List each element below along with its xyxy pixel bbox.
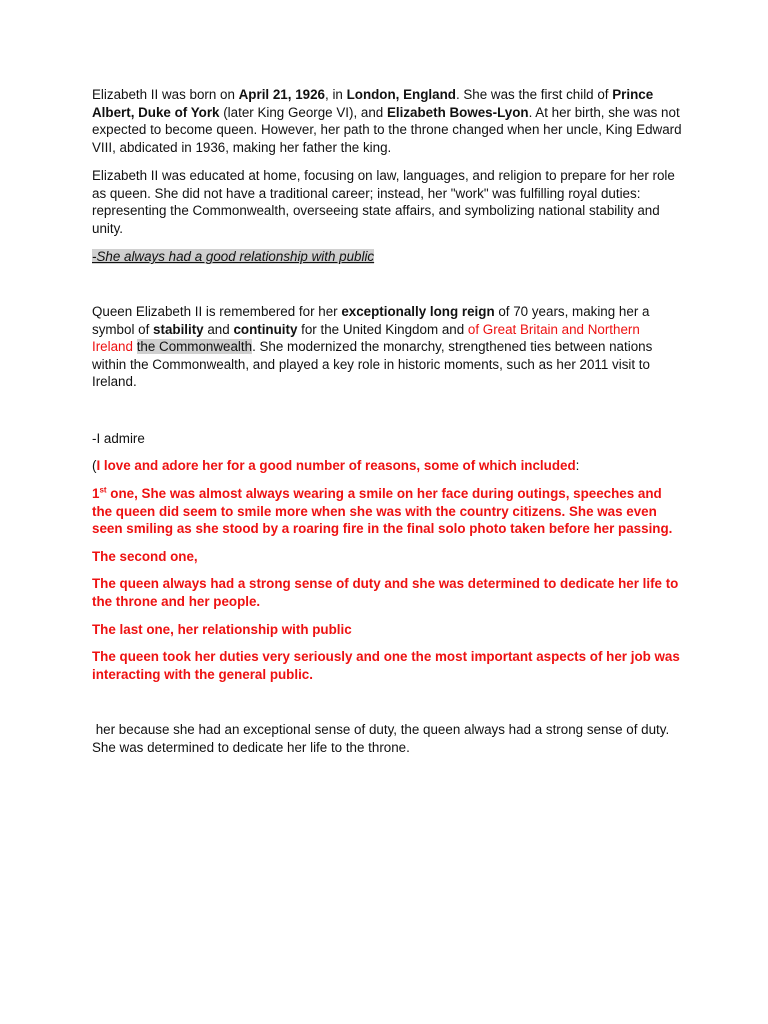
bold-phrase: stability [153, 321, 204, 337]
paragraph-closing: her because she had an exceptional sense of duty, the queen always had a strong sense of duty. She was determined to dedicate her life to the throne. [92, 722, 673, 755]
birth-place: London, England [346, 87, 456, 102]
red-phrase: of Great Britain and Northern Ireland [92, 321, 640, 355]
father-name: Prince Albert, Duke of York [92, 87, 654, 120]
text-run: one, She was almost always wearing a smile on her face during outings, speeches and the queen did seem to smile more when she was with the country citizens. She was even seen smiling as she stood by a roaring fire in the final solo photo taken before her passing. [92, 486, 673, 537]
paragraph-public: The queen took her duties very seriously and one the most important aspects of her job was interacting with the general public. [92, 649, 680, 682]
paragraph-duty: The queen always had a strong sense of duty and she was determined to dedicate her life to the throne and her people. [92, 576, 679, 609]
text-run: Queen Elizabeth II is remembered for her [92, 304, 342, 319]
text-run: of 70 years, making her a symbol of [92, 304, 650, 337]
highlighted-phrase: the Commonwealth [136, 339, 253, 355]
red-bold-phrase: I love and adore her for a good number of reasons, some of which included [96, 458, 576, 473]
text-run: ( [92, 458, 97, 473]
paragraph-education: Elizabeth II was educated at home, focusing on law, languages, and religion to prepare for her role as queen. She did not have a traditional career; instead, her "work" was fulfilling royal duties: representing the Commonwealth, overseeing state affairs, and symbolizing national stability and unity. [92, 168, 675, 236]
mother-name: Elizabeth Bowes-Lyon [386, 104, 529, 120]
paragraph-last-one: The last one, her relationship with public [92, 622, 352, 637]
paragraph-admire: -I admire [92, 431, 145, 446]
birth-date: April 21, 1926 [238, 87, 325, 102]
ordinal-suffix: st [99, 485, 107, 495]
highlighted-heading: -She always had a good relationship with public [92, 249, 375, 264]
text-run: . She was the first child of [455, 87, 613, 102]
text-run: and [203, 321, 234, 337]
text-run: for the United Kingdom and [297, 321, 468, 337]
paragraph-legacy [92, 303, 682, 391]
text-run: Elizabeth II was born on [92, 87, 239, 102]
bold-phrase: continuity [233, 321, 298, 337]
text-run: : [575, 458, 580, 473]
text-run: , in [325, 87, 347, 102]
paragraph-birth [92, 86, 682, 156]
bold-phrase: exceptionally long reign [341, 304, 495, 319]
paragraph-relationship-heading [92, 248, 682, 266]
paragraph-second-one: The second one, [92, 549, 198, 564]
text-run: . At her birth, she was not expected to become queen. However, her path to the throne changed when her uncle, King Edward VIII, abdicated in 1936, making her father the king. [92, 104, 682, 155]
text-run: (later King George VI), and [219, 104, 387, 120]
text-run: 1 [92, 486, 100, 501]
paragraph-reason-one [92, 485, 682, 538]
text-run: . She modernized the monarchy, strengthened ties between nations within the Commonwealth, and played a key role in historic moments, such as her 2011 visit to Ireland. [92, 339, 653, 390]
paragraph-reasons-intro [92, 457, 682, 475]
